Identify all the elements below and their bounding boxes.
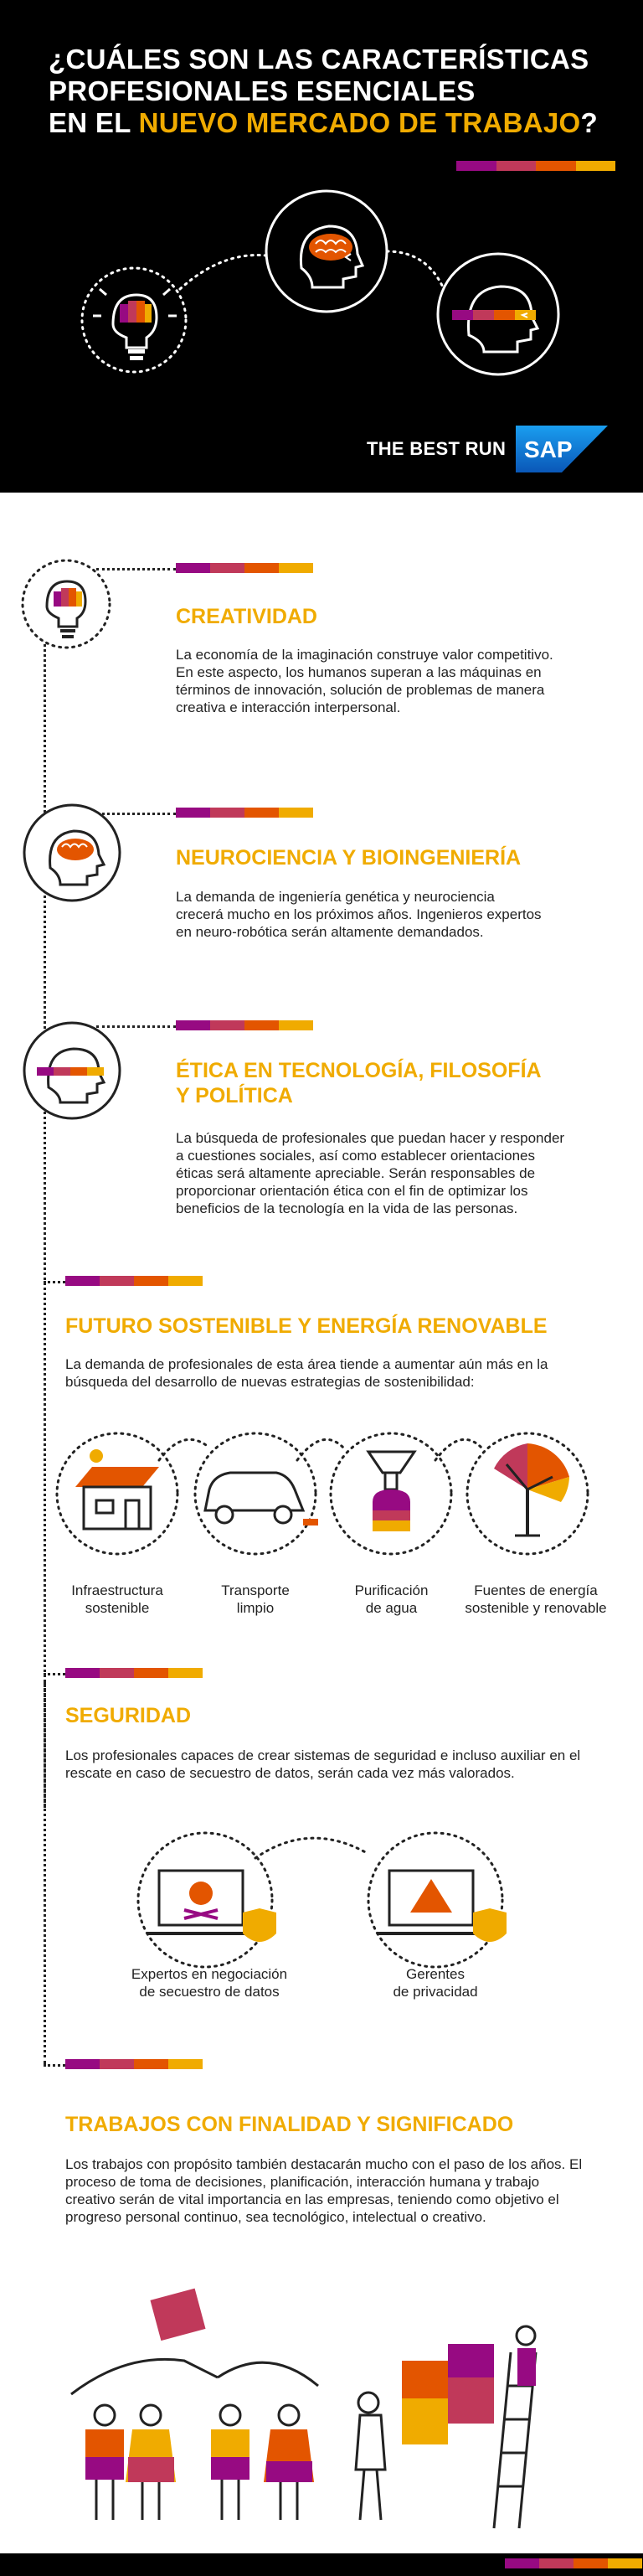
connector-trabajos xyxy=(44,2064,65,2067)
seguridad-icons xyxy=(0,1816,643,1984)
stripe-etica xyxy=(176,1020,313,1030)
electric-car-icon xyxy=(195,1433,318,1554)
section-text-seguridad: Los profesionales capaces de crear sistemas de seguridad e incluso auxiliar en el rescate en caso de secuestro de datos, serán cada vez más valorados. xyxy=(65,1747,581,1781)
caption-line: de secuestro de datos xyxy=(139,1984,280,2000)
brand-tagline: THE BEST RUN xyxy=(367,438,507,459)
stripe-creatividad xyxy=(176,563,313,573)
footer-stripe xyxy=(505,2558,642,2568)
caption-gerentes xyxy=(352,1965,519,2000)
person-figure xyxy=(264,2405,314,2520)
section-title-sostenible: FUTURO SOSTENIBLE Y ENERGÍA RENOVABLE xyxy=(65,1314,548,1338)
stripe-sostenible xyxy=(65,1276,203,1286)
person-figure xyxy=(85,2405,124,2520)
lightbulb-icon xyxy=(20,558,112,650)
section-title-neurociencia: NEUROCIENCIA Y BIOINGENIERÍA xyxy=(176,846,522,870)
title-line-3-suffix: ? xyxy=(580,107,598,138)
brain-icon xyxy=(22,803,122,903)
wind-turbine-icon xyxy=(467,1433,588,1554)
caption-line: Infraestructura xyxy=(71,1582,163,1598)
ethics-head-icon-2 xyxy=(22,1020,122,1121)
main-content xyxy=(0,493,643,2553)
stripe-seguridad xyxy=(65,1668,203,1678)
brand-lockup xyxy=(367,426,608,472)
sap-logo-text: SAP xyxy=(524,436,573,462)
caption-expertos xyxy=(100,1965,318,2000)
caption-line: Transporte xyxy=(221,1582,290,1598)
puzzle-builders xyxy=(356,2326,536,2528)
section-text-etica: La búsqueda de profesionales que puedan hacer y responder a cuestiones sociales, así como establecer orientaciones éticas será altamente apreciable. Serán responsables de proporcionar orientación ética con el fin de optimizar los beneficios de la tecnología en la vida de las personas. xyxy=(176,1130,565,1216)
title-line-1: ¿CUÁLES SON LAS CARACTERÍSTICAS xyxy=(49,44,589,75)
caption-transporte xyxy=(193,1582,318,1617)
caption-line: Purificación xyxy=(354,1582,429,1598)
sap-logo xyxy=(516,426,608,472)
section-title-creatividad: CREATIVIDAD xyxy=(176,605,317,628)
vertical-guide-lower xyxy=(44,1682,46,2064)
title-line-2: PROFESIONALES ESENCIALES xyxy=(49,75,476,106)
caption-line: de agua xyxy=(365,1600,418,1616)
stripe-trabajos xyxy=(65,2059,203,2069)
section-title-trabajos: TRABAJOS CON FINALIDAD Y SIGNIFICADO xyxy=(65,2113,514,2136)
section-text-creatividad: La economía de la imaginación construye valor competitivo. En este aspecto, los humanos superan a las máquinas en términos de innovación, solución de problemas de manera creativa e interacción interpersonal. xyxy=(176,647,553,715)
ransomware-laptop-icon xyxy=(138,1833,276,1967)
section-text-trabajos: Los trabajos con propósito también destacarán mucho con el paso de los años. El proceso de toma de decisiones, planificación, interacción humana y trabajo creativo serán de vital importancia en las empresas, teniendo como objetivo el progreso personal continuo, sea tecnológico, intelectual o creativo. xyxy=(65,2156,583,2225)
title-line-3-prefix: EN EL xyxy=(49,107,139,138)
ethics-head-icon xyxy=(435,251,561,377)
section-text-sostenible: La demanda de profesionales de esta área tiende a aumentar aún más en la búsqueda del desarrollo de nuevas estrategias de sostenibilidad: xyxy=(65,1356,548,1390)
caption-purificacion xyxy=(331,1582,452,1617)
lightbulb-head-icon xyxy=(80,266,188,374)
caption-line: sostenible y renovable xyxy=(465,1600,607,1616)
person-figure xyxy=(126,2405,176,2520)
person-figure xyxy=(211,2405,249,2520)
caption-line: Expertos en negociación xyxy=(131,1966,288,1982)
teamwork-illustration xyxy=(0,2277,643,2545)
section-text-neurociencia: La demanda de ingeniería genética y neurociencia crecerá mucho en los próximos años. Ingenieros expertos en neuro-robótica serán altamente demandados. xyxy=(176,889,542,940)
caption-line: Fuentes de energía xyxy=(474,1582,598,1598)
caption-infraestructura xyxy=(50,1582,184,1617)
section-title-seguridad: SEGURIDAD xyxy=(65,1704,192,1727)
title-highlight: NUEVO MERCADO DE TRABAJO xyxy=(138,107,581,138)
connector-seguridad xyxy=(44,1673,65,1675)
brain-head-icon xyxy=(264,188,389,314)
header xyxy=(0,0,643,493)
privacy-laptop-icon xyxy=(368,1833,507,1967)
section-title-etica-line1: ÉTICA EN TECNOLOGÍA, FILOSOFÍA xyxy=(176,1059,542,1082)
sap-logo-shape xyxy=(516,426,608,472)
solar-house-icon xyxy=(57,1433,177,1554)
footer-bar xyxy=(0,2553,643,2576)
section-title-etica xyxy=(176,1058,542,1108)
caption-energia xyxy=(452,1582,620,1617)
section-title-etica-line2: Y POLÍTICA xyxy=(176,1084,293,1107)
caption-line: limpio xyxy=(236,1600,275,1616)
caption-line: Gerentes xyxy=(406,1966,465,1982)
connector-sostenible xyxy=(44,1281,65,1283)
water-purification-icon xyxy=(331,1433,451,1554)
caption-line: de privacidad xyxy=(393,1984,478,2000)
stripe-neurociencia xyxy=(176,808,313,818)
caption-line: sostenible xyxy=(85,1600,150,1616)
